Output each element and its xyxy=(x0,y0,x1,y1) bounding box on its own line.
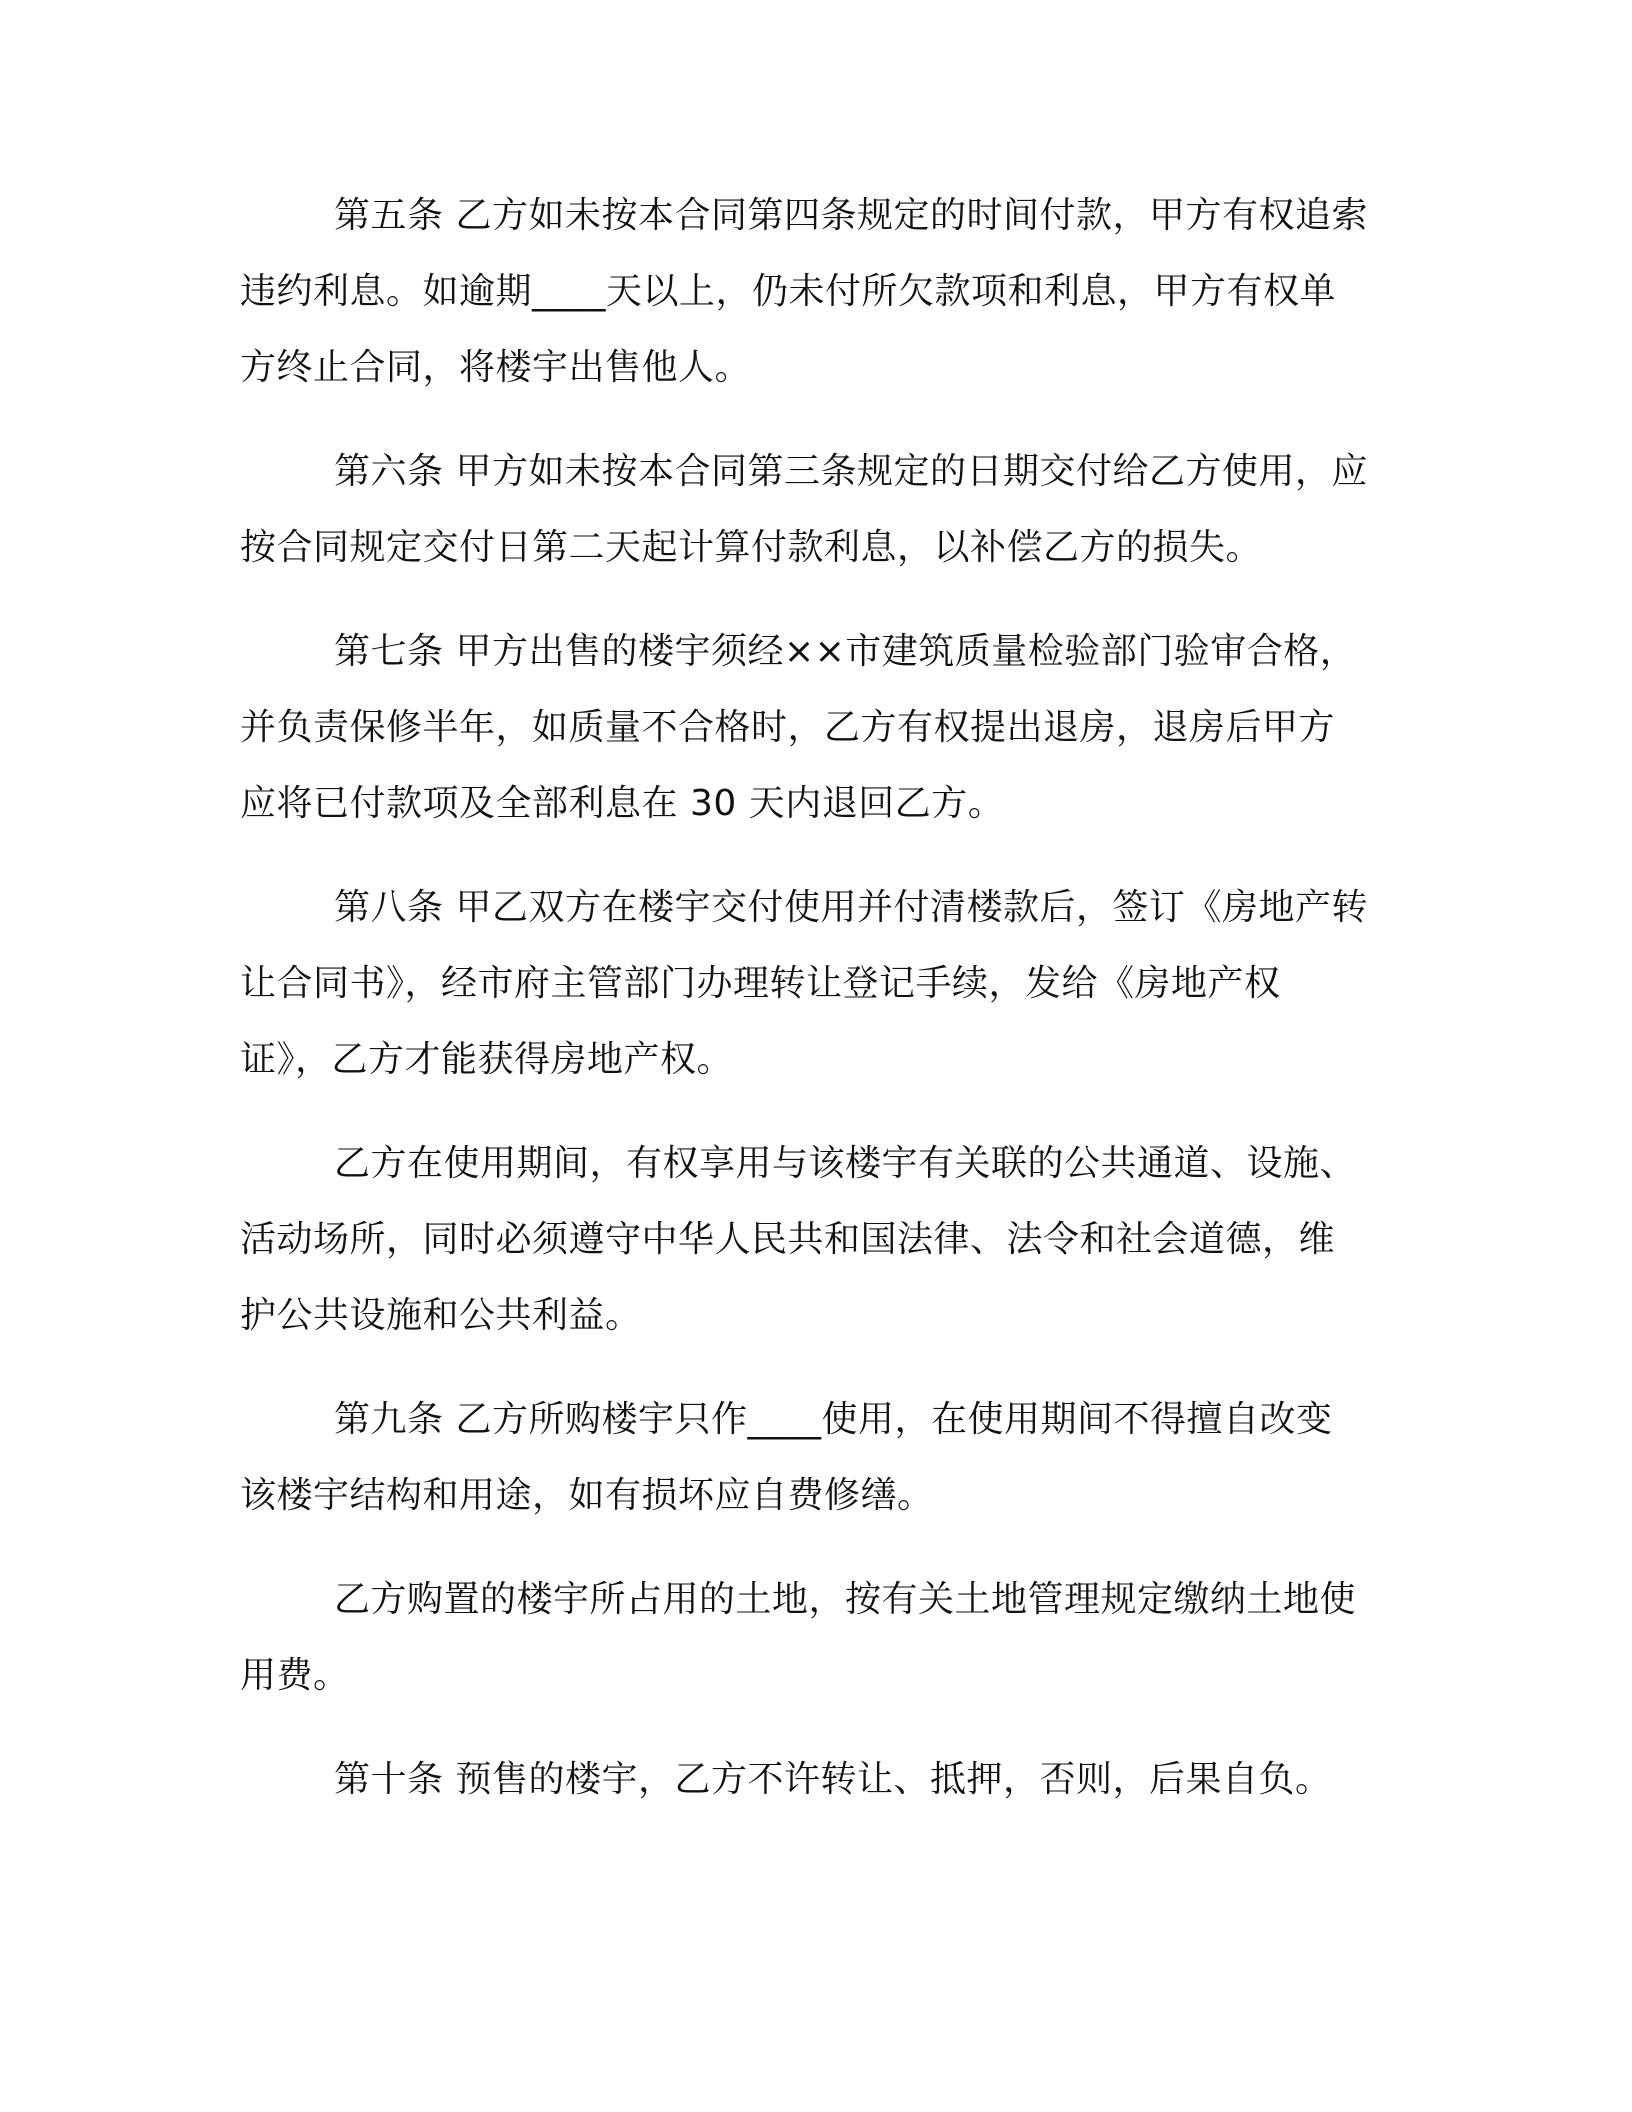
article-9-para2-line-2: 用费。 xyxy=(240,1655,350,1696)
article-8-line-3: 证》，乙方才能获得房地产权。 xyxy=(240,1039,734,1080)
article-9-line-1: 第九条 乙方所购楼宇只作____使用，在使用期间不得擅自改变 xyxy=(334,1399,1333,1440)
article-7-line-2: 并负责保修半年，如质量不合格时，乙方有权提出退房，退房后甲方 xyxy=(240,707,1336,748)
article-8-para2-line-3: 护公共设施和公共利益。 xyxy=(240,1295,642,1336)
article-8-line-1: 第八条 甲乙双方在楼宇交付使用并付清楼款后，签订《房地产转 xyxy=(334,887,1368,928)
article-9-para2-line-1: 乙方购置的楼宇所占用的土地，按有关土地管理规定缴纳土地使 xyxy=(334,1579,1357,1620)
article-8-line-2: 让合同书》，经市府主管部门办理转让登记手续，发给《房地产权 xyxy=(240,963,1281,1004)
article-5-line-3: 方终止合同，将楼宇出售他人。 xyxy=(240,347,752,388)
article-8-para2-line-2: 活动场所，同时必须遵守中华人民共和国法律、法令和社会道德，维 xyxy=(240,1219,1336,1260)
article-9-line-2: 该楼宇结构和用途，如有损坏应自费修缮。 xyxy=(240,1475,934,1516)
article-8-para2-line-1: 乙方在使用期间，有权享用与该楼宇有关联的公共通道、设施、 xyxy=(334,1143,1357,1184)
article-5-line-1: 第五条 乙方如未按本合同第四条规定的时间付款，甲方有权追索 xyxy=(334,195,1368,236)
article-7-line-3: 应将已付款项及全部利息在 30 天内退回乙方。 xyxy=(240,783,1005,824)
article-7-line-1: 第七条 甲方出售的楼宇须经××市建筑质量检验部门验审合格， xyxy=(334,631,1357,672)
article-6-line-1: 第六条 甲方如未按本合同第三条规定的日期交付给乙方使用，应 xyxy=(334,451,1368,492)
article-6-line-2: 按合同规定交付日第二天起计算付款利息，以补偿乙方的损失。 xyxy=(240,527,1263,568)
article-10-line-1: 第十条 预售的楼宇，乙方不许转让、抵押，否则，后果自负。 xyxy=(334,1759,1332,1800)
article-5-line-2: 违约利息。如逾期____天以上，仍未付所欠款项和利息，甲方有权单 xyxy=(240,271,1337,312)
